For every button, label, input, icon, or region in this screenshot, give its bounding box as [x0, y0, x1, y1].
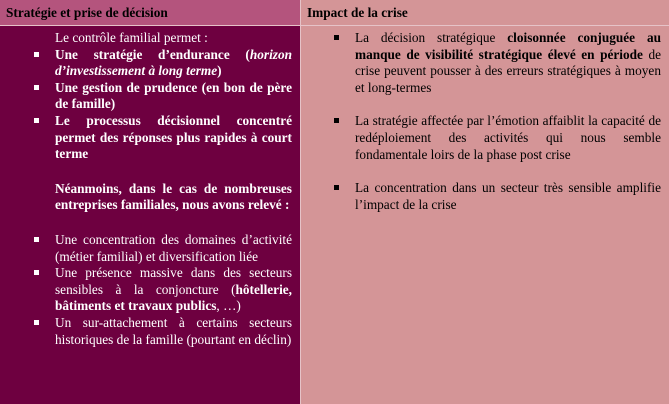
header-impact: Impact de la crise — [301, 0, 669, 25]
square-bullet-icon — [34, 118, 39, 123]
list-item: Une gestion de prudence (en bon de père de famille) — [34, 80, 292, 113]
list-item: La décision stratégique cloisonnée conjuguée au manque de visibilité stratégique élevé en période de crise peuvent pousser à des erreurs stratégiques à moyen et long-termes — [355, 30, 661, 96]
however-paragraph: Néanmoins, dans le cas de nombreuses entreprises familiales, nous avons relevé : — [55, 180, 292, 213]
list-item: Un sur-attachement à certains secteurs historiques de la famille (pourtant en déclin) — [34, 315, 292, 348]
square-bullet-icon — [34, 320, 39, 325]
square-bullet-icon — [34, 237, 39, 242]
impact-list — [355, 30, 661, 213]
impact-column — [301, 26, 669, 404]
header-strategy: Stratégie et prise de décision — [0, 0, 300, 25]
square-bullet-icon — [334, 185, 339, 190]
square-bullet-icon — [34, 270, 39, 275]
square-bullet-icon — [34, 52, 39, 57]
list-item: La stratégie affectée par l’émotion affaiblit la capacité de redéploiement des activités qui nous semble fondamentale loirs de la phase post crise — [355, 113, 661, 163]
square-bullet-icon — [34, 85, 39, 90]
weaknesses-list — [34, 232, 292, 348]
intro-text: Le contrôle familial permet : — [55, 30, 208, 45]
list-item: Une stratégie d’endurance (horizon d’investissement à long terme) — [34, 47, 292, 80]
list-item: Une concentration des domaines d’activité (métier familial) et diversification liée — [34, 232, 292, 265]
square-bullet-icon — [334, 118, 339, 123]
strategy-column — [0, 26, 300, 404]
square-bullet-icon — [334, 35, 339, 40]
list-item: Le processus décisionnel concentré permet des réponses plus rapides à court terme — [34, 113, 292, 163]
list-item: Une présence massive dans des secteurs sensibles à la conjoncture (hôtellerie, bâtiments et travaux publics, …) — [34, 265, 292, 315]
list-item: La concentration dans un secteur très sensible amplifie l’impact de la crise — [355, 180, 661, 213]
strengths-list — [34, 47, 292, 163]
